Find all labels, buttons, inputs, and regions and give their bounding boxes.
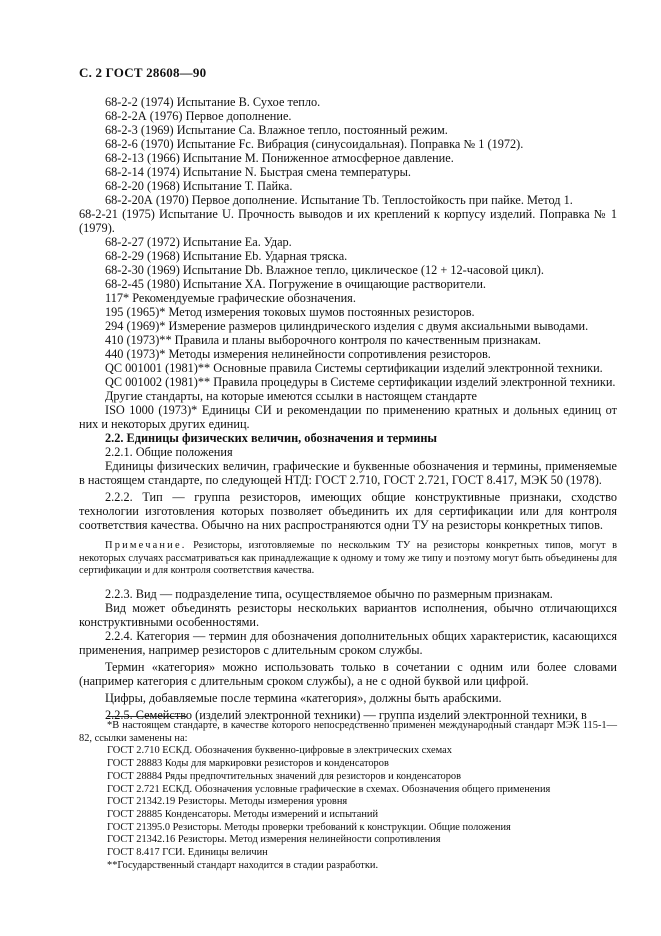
paragraph: 2.2.5. Семейство (изделий электронной техники) — группа изделий электронной техники, в: [105, 707, 587, 722]
paragraph: Другие стандарты, на которые имеются ссылки в настоящем стандарте: [105, 389, 477, 403]
list-item: 68-2-27 (1972) Испытание Еа. Удар.: [105, 235, 292, 249]
body-text: [79, 95, 617, 722]
list-item: 68-2-30 (1969) Испытание Db. Влажное тепло, циклическое (12 + 12-часовой цикл).: [105, 263, 544, 277]
paragraph: Цифры, добавляемые после термина «категория», должны быть арабскими.: [105, 690, 502, 705]
list-item: 68-2-20А (1970) Первое дополнение. Испытание Tb. Теплостойкость при пайке. Метод 1.: [105, 193, 573, 207]
paragraph: Термин «категория» можно использовать только в сочетании с одним или более словами (например категория с длительным сроком службы), а не с одной буквой или цифрой.: [79, 659, 617, 688]
paragraph: 2.2.4. Категория — термин для обозначения дополнительных общих характеристик, касающихся применения, например резисторов с длительным сроком службы.: [79, 628, 617, 657]
list-item: QC 001002 (1981)** Правила процедуры в Системе сертификации изделий электронной техники.: [105, 375, 616, 389]
list-item: 117* Рекомендуемые графические обозначения.: [105, 291, 356, 305]
list-item: 68-2-6 (1970) Испытание Fc. Вибрация (синусоидальная). Поправка № 1 (1972).: [105, 137, 524, 151]
footnote-list-item: ГОСТ 21395.0 Резисторы. Методы проверки требований к конструкции. Общие положения: [107, 821, 511, 833]
note: [79, 540, 617, 578]
paragraph: ISO 1000 (1973)* Единицы СИ и рекомендации по применению кратных и дольных единиц от них и некоторых других единиц.: [79, 403, 617, 431]
list-item: 68-2-20 (1968) Испытание Т. Пайка.: [105, 179, 293, 193]
paragraph: Вид может объединять резисторы нескольких вариантов исполнения, обычно отличающихся конструктивными особенностями.: [79, 600, 617, 629]
list-item: 68-2-3 (1969) Испытание Са. Влажное тепло, постоянный режим.: [105, 123, 448, 137]
list-item: 68-2-45 (1980) Испытание XA. Погружение в очищающие растворители.: [105, 277, 486, 291]
paragraph: 2.2.2. Тип — группа резисторов, имеющих общие конструктивные признаки, сходство технологии изготовления которых позволяет объединить их для сертификации или для контроля соответствия качества. Обычно на них распространяются одни ТУ на резисторы конкретных типов.: [79, 490, 617, 532]
paragraph: Единицы физических величин, графические и буквенные обозначения и термины, применяемые в настоящем стандарте, по следующей НТД: ГОСТ 2.710, ГОСТ 2.721, ГОСТ 8.417, МЭК 50 (1978).: [79, 459, 617, 487]
list-item: 410 (1973)** Правила и планы выборочного контроля по качественным признакам.: [105, 333, 542, 347]
list-item: QC 001001 (1981)** Основные правила Системы сертификации изделий электронной техники.: [105, 361, 603, 375]
footnotes: [79, 720, 617, 872]
subsection-heading: 2.2.1. Общие положения: [105, 445, 233, 459]
list-item: 68-2-14 (1974) Испытание N. Быстрая смена температуры.: [105, 165, 411, 179]
list-item: 68-2-21 (1975) Испытание U. Прочность выводов и их креплений к корпусу изделий. Поправка № 1 (1979).: [79, 207, 617, 235]
footnote-list-item: ГОСТ 28885 Конденсаторы. Методы измерений и испытаний: [107, 808, 379, 820]
footnote: *В настоящем стандарте, в качестве которого непосредственно применен международный стандарт МЭК 115-1—82, ссылки заменены на:: [79, 720, 617, 744]
footnote-list-item: ГОСТ 21342.16 Резисторы. Метод измерения нелинейности сопротивления: [107, 834, 441, 846]
footnote-list-item: ГОСТ 2.710 ЕСКД. Обозначения буквенно-цифровые в электрических схемах: [107, 745, 452, 757]
list-item: 195 (1965)* Метод измерения токовых шумов постоянных резисторов.: [105, 305, 475, 319]
paragraph: 2.2.3. Вид — подразделение типа, осуществляемое обычно по размерным признакам.: [105, 586, 553, 601]
list-item: 68-2-2А (1976) Первое дополнение.: [105, 109, 292, 123]
footnote-list-item: ГОСТ 28884 Ряды предпочтительных значений для резисторов и конденсаторов: [107, 770, 461, 782]
list-item: 68-2-13 (1966) Испытание М. Пониженное атмосферное давление.: [105, 151, 454, 165]
list-item: 68-2-29 (1968) Испытание Eb. Ударная тряска.: [105, 249, 348, 263]
footnote-list-item: ГОСТ 8.417 ГСИ. Единицы величин: [107, 847, 268, 859]
list-item: 68-2-2 (1974) Испытание В. Сухое тепло.: [105, 95, 321, 109]
list-item: 294 (1969)* Измерение размеров цилиндрического изделия с двумя аксиальными выводами.: [105, 319, 589, 333]
note-label: Примечание.: [105, 540, 187, 551]
list-item: 440 (1973)* Методы измерения нелинейности сопротивления резисторов.: [105, 347, 491, 361]
note-text: Резисторы, изготовляемые по нескольким ТУ на резисторы конкретных типов, могут в некоторых случаях рассматриваться как принадлежащие к одному и тому же типу и поэтому могут быть объединены для сертификации и для контроля соответствия качества.: [79, 540, 617, 576]
section-heading: 2.2. Единицы физических величин, обозначения и термины: [105, 431, 438, 445]
page-header: С. 2 ГОСТ 28608—90: [79, 65, 207, 80]
footnote-list-item: ГОСТ 21342.19 Резисторы. Методы измерения уровня: [107, 796, 348, 808]
footnote-list-item: ГОСТ 28883 Коды для маркировки резисторов и конденсаторов: [107, 758, 389, 770]
footnote-divider: [107, 716, 187, 717]
footnote-list: [79, 745, 617, 859]
footnote-list-item: ГОСТ 2.721 ЕСКД. Обозначения условные графические в схемах. Обозначения общего применения: [107, 783, 551, 795]
footnote: **Государственный стандарт находится в стадии разработки.: [107, 859, 379, 871]
